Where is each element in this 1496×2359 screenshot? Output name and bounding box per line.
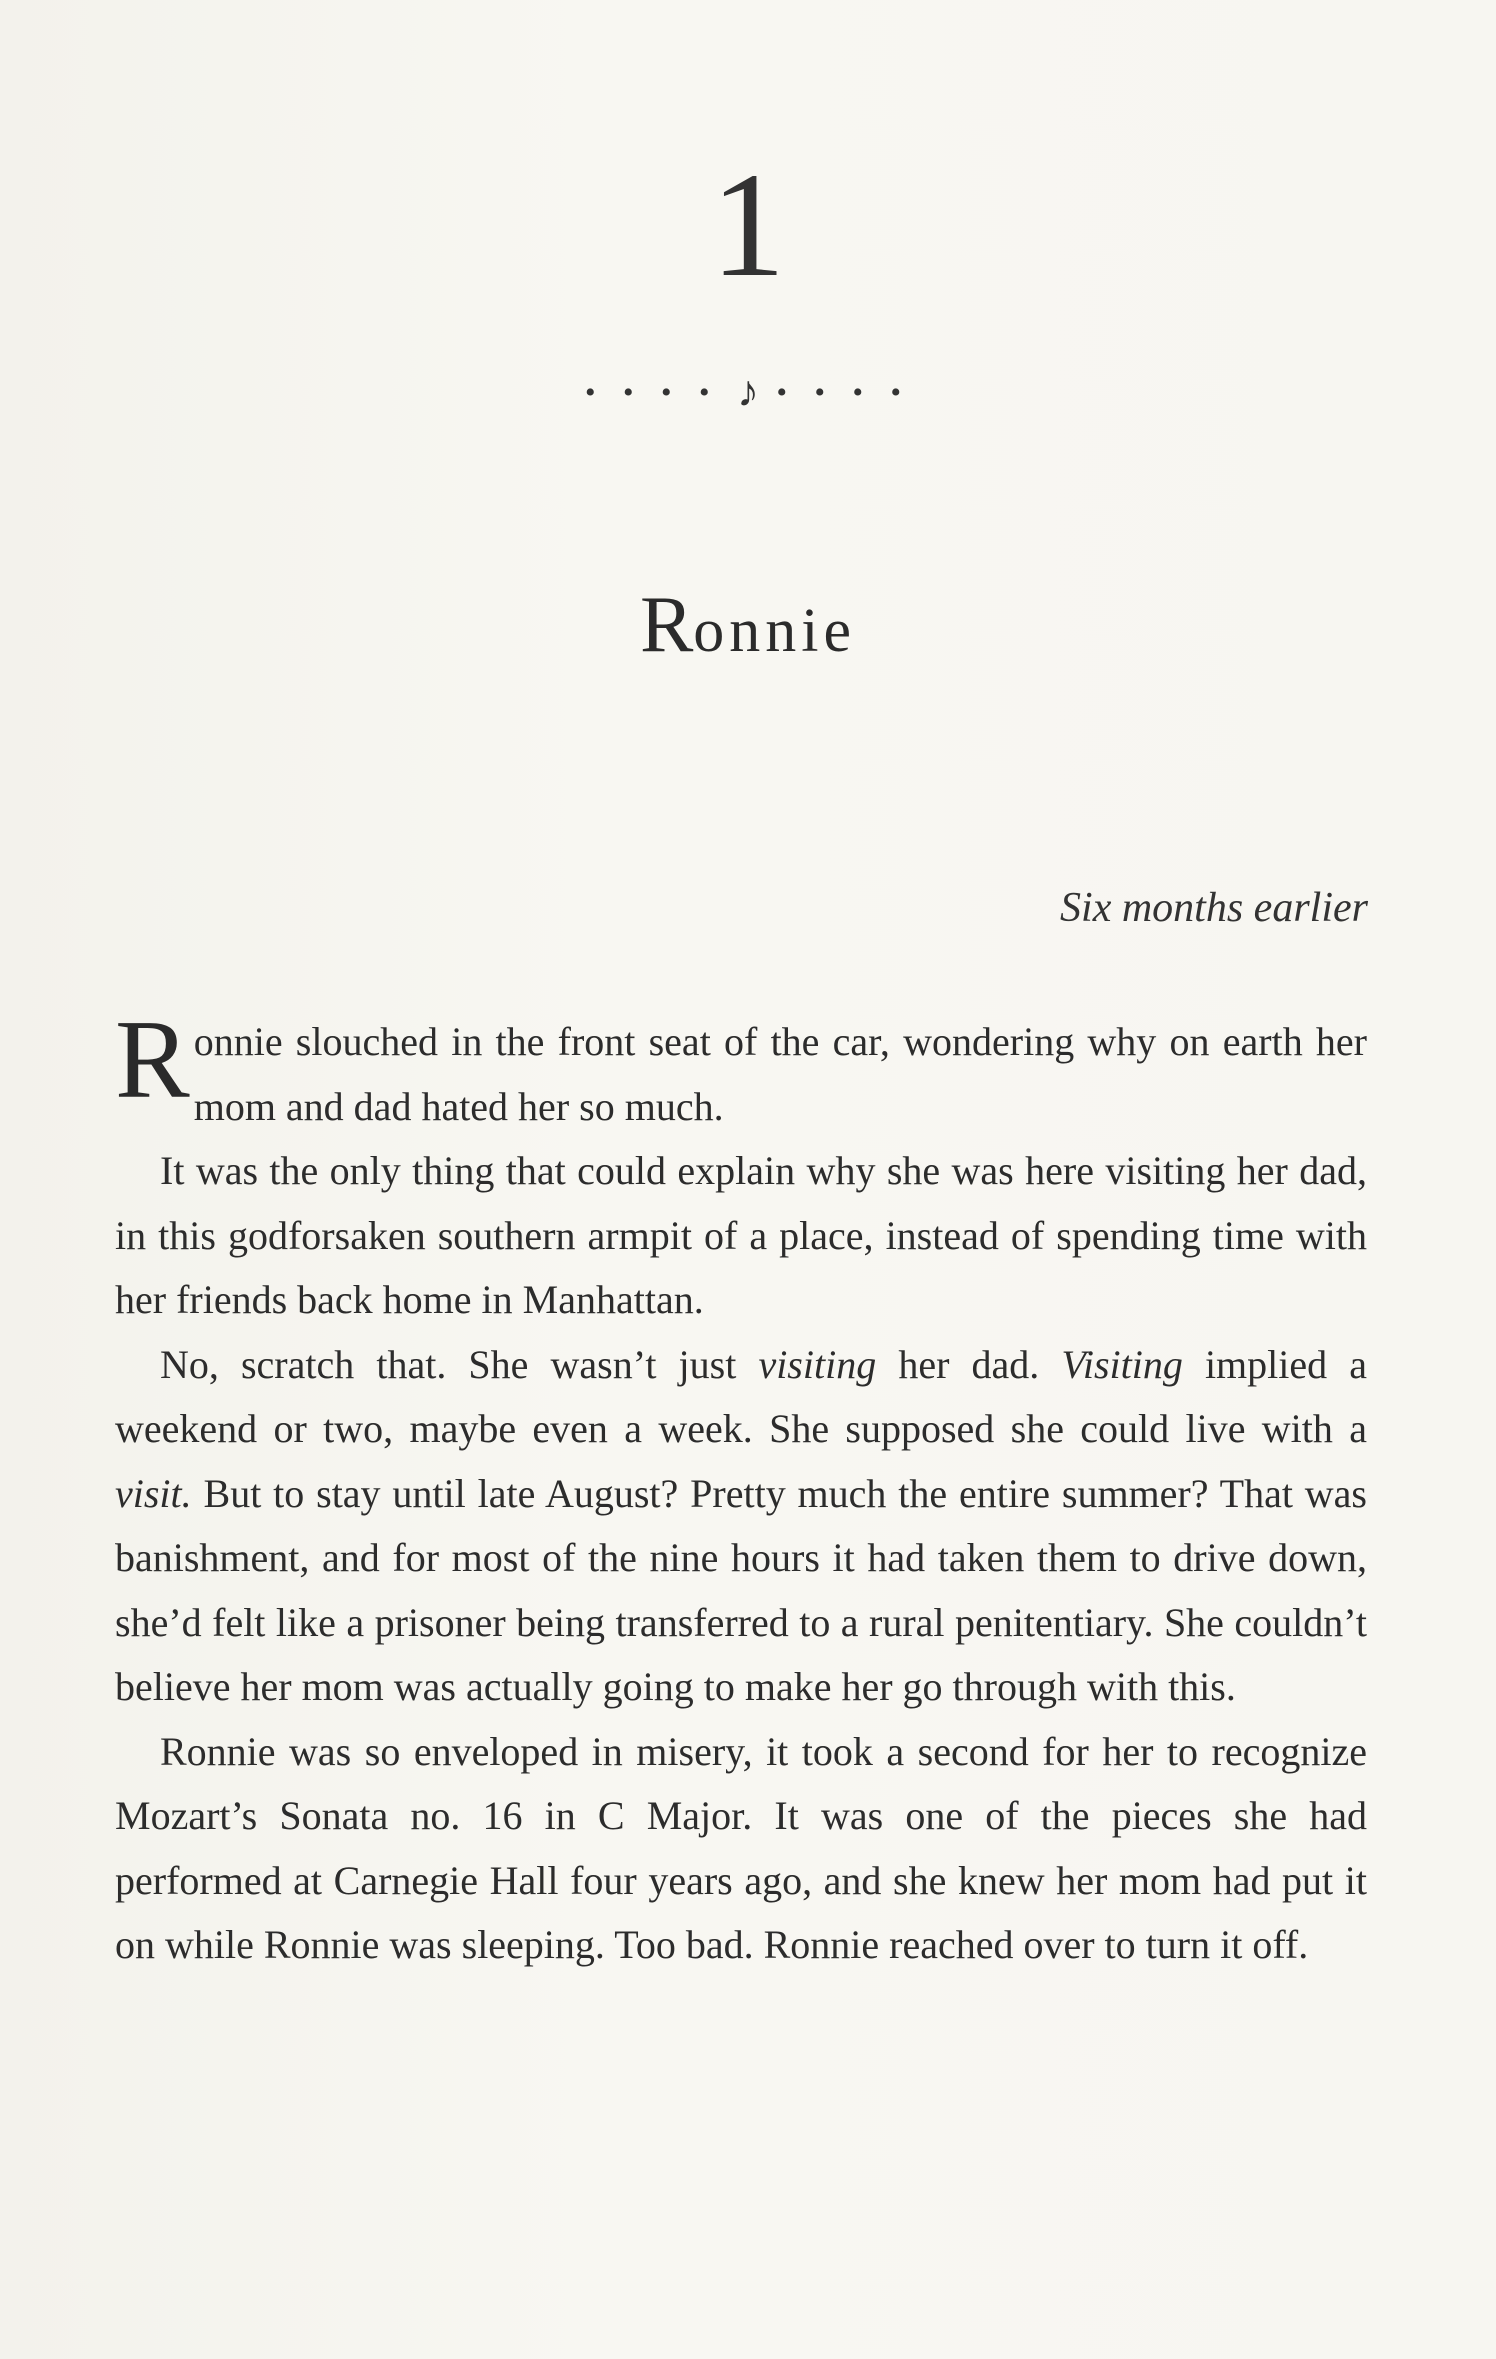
paragraph-3-part-a: No, scratch that. She wasn’t just bbox=[160, 1341, 759, 1387]
paragraph-3-part-b: her dad. bbox=[876, 1341, 1062, 1387]
paragraph-1 bbox=[115, 998, 1367, 1139]
ornament-dots-right: • • • • bbox=[776, 376, 912, 409]
chapter-ornament bbox=[0, 362, 1496, 416]
chapter-title bbox=[0, 580, 1496, 671]
chapter-title-initial: R bbox=[639, 581, 694, 669]
drop-cap: R bbox=[115, 998, 190, 1122]
body-text bbox=[115, 998, 1368, 1978]
paragraph-1-text: onnie slouched in the front seat of the car, wondering why on earth her mom and dad hated her so much. bbox=[193, 1019, 1367, 1129]
paragraph-3-emphasis-2: Visiting bbox=[1061, 1341, 1183, 1387]
paragraph-3 bbox=[115, 1333, 1367, 1720]
chapter-number: 1 bbox=[710, 142, 786, 308]
paragraph-3-emphasis-3: visit. bbox=[115, 1470, 192, 1516]
paragraph-3-emphasis-1: visiting bbox=[758, 1341, 877, 1387]
time-note: Six months earlier bbox=[1060, 885, 1368, 931]
paragraph-4: Ronnie was so enveloped in misery, it took a second for her to recognize Mozart’s Sonata no. 16 in C Major. It was one of the pieces she had performed at Carnegie Hall four years ago, and she knew her mom had put it on while Ronnie was sleeping. Too bad. Ronnie reached over to turn it off. bbox=[115, 1728, 1367, 1967]
ornament-dots-left: • • • • bbox=[584, 376, 720, 409]
paragraph-3-part-d: But to stay until late August? Pretty much the entire summer? That was banishment, and for most of the nine hours it had taken them to drive down, she’d felt like a prisoner being transferred to a rural penitentiary. She couldn’t believe her mom was actually going to make her go through with this. bbox=[115, 1470, 1367, 1709]
chapter-title-rest: onnie bbox=[693, 597, 857, 665]
paragraph-2: It was the only thing that could explain why she was here visiting her dad, in this godforsaken southern armpit of a place, instead of spending time with her friends back home in Manhattan. bbox=[115, 1148, 1367, 1322]
music-note-icon: ♪ bbox=[737, 367, 759, 416]
paragraph-3-part-c: implied a weekend or two, maybe even a week. She supposed she could live with a bbox=[115, 1341, 1368, 1451]
